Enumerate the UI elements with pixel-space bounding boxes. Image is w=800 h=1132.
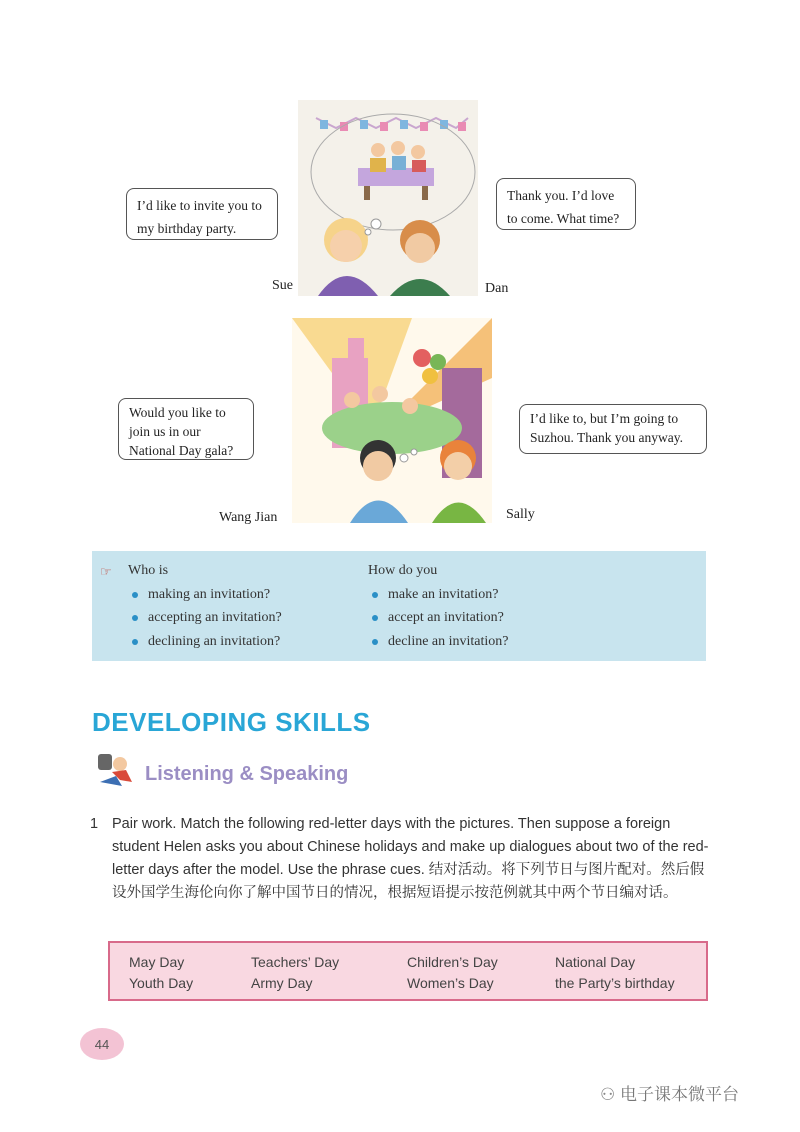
watermark <box>600 1080 739 1105</box>
day-item: Youth Day <box>129 975 194 991</box>
character-name-sue: Sue <box>272 278 293 293</box>
question-item: making an invitation? <box>128 583 282 607</box>
day-item: Teachers’ Day <box>251 954 340 970</box>
day-item: Children’s Day <box>407 954 498 970</box>
accept-speech-bubble: Thank you. I’d love to come. What time? <box>496 178 636 230</box>
birthday-party-illustration <box>298 100 478 296</box>
character-name-wang-jian: Wang Jian <box>219 510 278 525</box>
question-item: accepting an invitation? <box>128 606 282 630</box>
day-item: the Party’s birthday <box>555 975 675 991</box>
invite-speech-bubble: I’d like to invite you to my birthday party. <box>126 188 278 240</box>
character-name-sally: Sally <box>506 507 535 522</box>
page-number: 44 <box>80 1028 124 1060</box>
wechat-icon: ⚇ <box>600 1085 616 1104</box>
discussion-questions-box <box>92 551 706 661</box>
how-do-you-column <box>368 559 509 653</box>
day-item: Army Day <box>251 975 313 991</box>
day-item: Women’s Day <box>407 975 494 991</box>
section-title: DEVELOPING SKILLS <box>92 707 371 737</box>
day-item: May Day <box>129 954 185 970</box>
national-day-gala-illustration <box>292 318 492 523</box>
question-item: declining an invitation? <box>128 630 282 654</box>
how-do-you-heading: How do you <box>368 563 438 578</box>
listening-speaking-icon <box>92 748 138 788</box>
character-name-dan: Dan <box>485 281 509 296</box>
pointing-hand-icon: ☞ <box>100 564 112 579</box>
who-is-column <box>100 559 282 653</box>
question-item: accept an invitation? <box>368 606 509 630</box>
subsection-title: Listening & Speaking <box>145 763 349 785</box>
day-item: National Day <box>555 954 636 970</box>
watermark-text: 电子课本微平台 <box>619 1085 739 1104</box>
red-letter-days-box <box>108 941 708 1001</box>
exercise-number: 1 <box>90 816 99 832</box>
decline-speech-bubble: I’d like to, but I’m going to Suzhou. Thank you anyway. <box>519 404 707 454</box>
who-is-heading: Who is <box>128 563 169 578</box>
gala-invite-speech-bubble: Would you like to join us in our National Day gala? <box>118 398 254 460</box>
question-item: decline an invitation? <box>368 630 509 654</box>
question-item: make an invitation? <box>368 583 509 607</box>
exercise-instruction <box>90 813 712 905</box>
exercise-text: Pair work. Match the following red-letter days with the pictures. Then suppose a foreign student Helen asks you about Chinese holidays and make up dialogues about two of the red-letter days after the model. Use the phrase cues. 结对活动。将下列节日与图片配对。然后假设外国学生海伦向你了解中国节日的情况，根据短语提示按范例就其中两个节日编对话。 <box>112 816 709 901</box>
